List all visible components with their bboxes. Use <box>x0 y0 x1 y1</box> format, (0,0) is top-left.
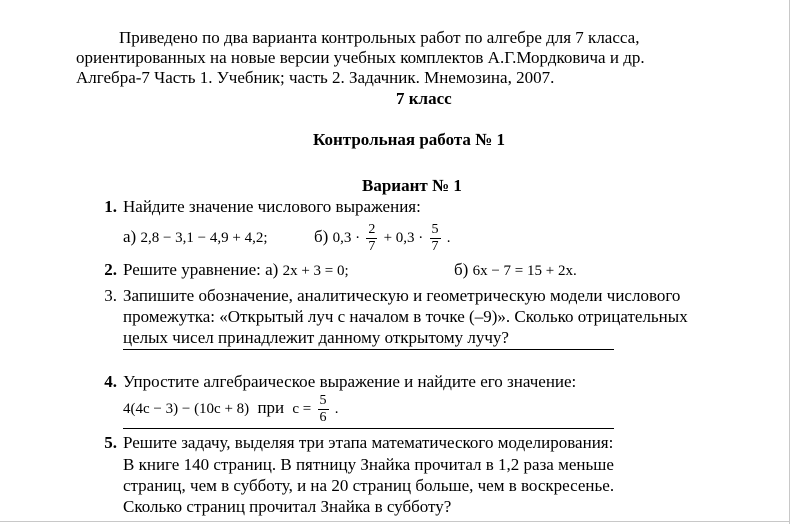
task-5-line-1: Решите задачу, выделяя три этапа математического моделирования: <box>123 433 614 452</box>
task-5-line-4: Сколько страниц прочитал Знайка в субботу? <box>123 497 452 516</box>
task-2-part-b <box>454 260 577 281</box>
task-1-fraction-1-numerator: 2 <box>368 221 376 237</box>
task-3-line-1: Запишите обозначение, аналитическую и геометрическую модели числового <box>123 286 681 305</box>
task-3-line-2: промежутка: «Открытый луч с началом в точке (–9)». Сколько отрицательных <box>123 307 688 326</box>
task-5-line-2: В книге 140 страниц. В пятницу Знайка прочитал в 1,2 раза меньше <box>123 455 614 474</box>
task-1-fraction-1 <box>366 222 377 255</box>
task-3-number: 3. <box>104 286 117 305</box>
task-2-a-expression: 2x + 3 = 0; <box>282 263 349 279</box>
task-1-part-b <box>314 218 451 257</box>
task-4-text: Упростите алгебраическое выражение и найдите его значение: <box>123 372 577 391</box>
task-2-number: 2. <box>104 260 117 279</box>
task-2-b-label: б) <box>454 260 469 279</box>
task-1-number: 1. <box>104 197 117 216</box>
task-4-fraction-numerator: 5 <box>319 392 327 408</box>
grade-heading: 7 класс <box>396 89 452 108</box>
task-4-underline <box>123 428 614 429</box>
task-4-number: 4. <box>104 372 117 391</box>
variant-heading: Вариант № 1 <box>362 176 462 195</box>
task-4-end: . <box>334 401 339 417</box>
intro-line-2: ориентированных на новые версии учебных комплектов А.Г.Мордковича и др. <box>76 48 645 67</box>
task-4-fraction-denominator: 6 <box>319 409 327 425</box>
page-edge-bottom <box>0 521 790 522</box>
task-1-text: Найдите значение числового выражения: <box>123 197 421 216</box>
task-1-b-label: б) <box>314 227 329 246</box>
task-5-number: 5. <box>104 433 117 452</box>
page-edge-right <box>789 0 790 524</box>
task-1-b-mid: + 0,3 · <box>383 230 424 246</box>
task-1-a-expression: 2,8 − 3,1 − 4,9 + 4,2; <box>140 230 268 246</box>
test-title: Контрольная работа № 1 <box>313 130 505 149</box>
task-1-a-label: а) <box>123 227 137 246</box>
task-1-part-a <box>123 227 268 248</box>
task-1-b-pre: 0,3 · <box>332 230 361 246</box>
task-4-when: при <box>257 398 285 417</box>
intro-line-3: Алгебра-7 Часть 1. Учебник; часть 2. Задачник. Мнемозина, 2007. <box>76 68 555 87</box>
intro-line-1: Приведено по два варианта контрольных работ по алгебре для 7 класса, <box>119 28 640 47</box>
task-3-underline <box>123 349 614 350</box>
task-1-fraction-2-denominator: 7 <box>431 238 439 254</box>
task-1-fraction-1-denominator: 7 <box>368 238 376 254</box>
task-3-line-3: целых чисел принадлежит данному открытому лучу? <box>123 328 509 347</box>
task-1-fraction-2-numerator: 5 <box>431 221 439 237</box>
task-1-b-end: . <box>446 230 451 246</box>
task-1-fraction-2 <box>430 222 441 255</box>
task-2-line <box>123 260 349 281</box>
task-4-fraction <box>318 393 329 426</box>
task-4-expression-row <box>123 389 339 428</box>
task-4-expression: 4(4c − 3) − (10c + 8) <box>123 401 250 417</box>
task-2-b-expression: 6x − 7 = 15 + 2x. <box>472 263 577 279</box>
task-2-text: Решите уравнение: а) <box>123 260 279 279</box>
task-4-variable: c = <box>292 401 312 417</box>
task-5-line-3: страниц, чем в субботу, и на 20 страниц больше, чем в воскресенье. <box>123 476 615 495</box>
